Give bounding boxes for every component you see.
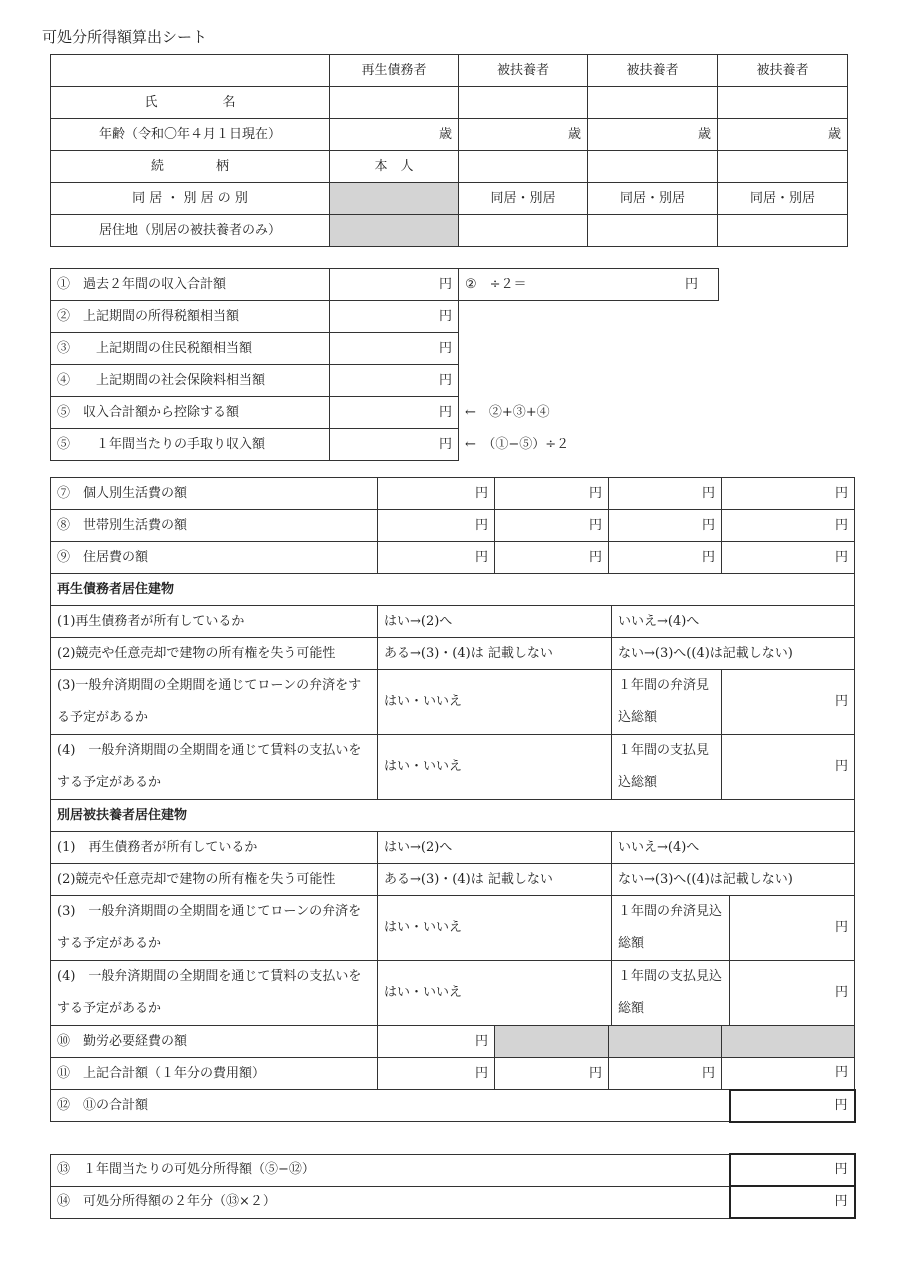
expense-7-dep1[interactable]: 円 bbox=[495, 478, 609, 510]
expense-12-label: ⑫ ⑪の合計額 bbox=[51, 1090, 730, 1122]
residence-field-dep1[interactable] bbox=[459, 215, 588, 247]
debtor-q3-choice[interactable]: はい・いいえ bbox=[378, 670, 612, 735]
debtor-q1-no[interactable]: いいえ→(4)へ bbox=[612, 606, 855, 638]
income-row-4-label: ④ 上記期間の社会保険料相当額 bbox=[51, 365, 330, 397]
income-note-6: ← （①−⑤）÷２ bbox=[465, 436, 570, 452]
expense-10-label: ⑩ 勤労必要経費の額 bbox=[51, 1026, 378, 1058]
debtor-q4-label: (4) 一般弁済期間の全期間を通じて賃料の支払いをする予定があるか bbox=[51, 735, 378, 800]
income-row-5-field[interactable]: 円 bbox=[330, 397, 459, 429]
final-14-label: ⑭ 可処分所得額の２年分（⑬×２） bbox=[51, 1186, 730, 1218]
dependent-q2-yes[interactable]: ある→(3)・(4)は 記載しない bbox=[378, 864, 612, 896]
debtor-q2-yes[interactable]: ある→(3)・(4)は 記載しない bbox=[378, 638, 612, 670]
dependent-q1-no[interactable]: いいえ→(4)へ bbox=[612, 832, 855, 864]
dependent-q4-label: (4) 一般弁済期間の全期間を通じて賃料の支払いをする予定があるか bbox=[51, 961, 378, 1026]
name-field-dep1[interactable] bbox=[459, 87, 588, 119]
relation-label: 続 柄 bbox=[51, 151, 330, 183]
income-row-3-label: ③ 上記期間の住民税額相当額 bbox=[51, 333, 330, 365]
relation-field-dep2[interactable] bbox=[588, 151, 718, 183]
half-income-unit: 円 bbox=[684, 276, 698, 292]
income-table bbox=[50, 268, 719, 461]
cohabit-choice-dep2[interactable]: 同居・別居 bbox=[588, 183, 718, 215]
expense-10-dep2-shaded bbox=[609, 1026, 722, 1058]
debtor-q4-sub: １年間の支払見込総額 bbox=[612, 735, 722, 800]
persons-table bbox=[50, 54, 848, 247]
income-row-6-field[interactable]: 円 bbox=[330, 429, 459, 461]
name-label: 氏 名 bbox=[51, 87, 330, 119]
debtor-q2-label: (2)競売や任意売却で建物の所有権を失う可能性 bbox=[51, 638, 378, 670]
dependent-q3-label: (3) 一般弁済期間の全期間を通じてローンの弁済をする予定があるか bbox=[51, 896, 378, 961]
age-label: 年齢（令和〇年４月１日現在） bbox=[51, 119, 330, 151]
final-13-label: ⑬ １年間当たりの可処分所得額（⑤−⑫） bbox=[51, 1154, 730, 1186]
expense-8-debtor[interactable]: 円 bbox=[378, 510, 495, 542]
half-income-box[interactable] bbox=[459, 269, 719, 301]
relation-field-dep1[interactable] bbox=[459, 151, 588, 183]
name-field-dep2[interactable] bbox=[588, 87, 718, 119]
cohabit-debtor-shaded bbox=[330, 183, 459, 215]
expense-7-dep3[interactable]: 円 bbox=[722, 478, 855, 510]
cohabit-choice-dep3[interactable]: 同居・別居 bbox=[718, 183, 848, 215]
dependent-q4-choice[interactable]: はい・いいえ bbox=[378, 961, 612, 1026]
income-row-1-field[interactable]: 円 bbox=[330, 269, 459, 301]
dependent-building-header: 別居被扶養者居住建物 bbox=[51, 800, 855, 832]
debtor-q1-yes[interactable]: はい→(2)へ bbox=[378, 606, 612, 638]
age-field-dep1[interactable]: 歳 bbox=[459, 119, 588, 151]
income-row-5-label: ⑤ 収入合計額から控除する額 bbox=[51, 397, 330, 429]
expense-11-dep3[interactable]: 円 bbox=[722, 1058, 855, 1090]
half-income-label: ② ÷２＝ bbox=[465, 276, 527, 292]
name-field-debtor[interactable] bbox=[330, 87, 459, 119]
income-note-5: ← ②+③+④ bbox=[465, 404, 550, 420]
page-title: 可処分所得額算出シート bbox=[42, 28, 208, 46]
debtor-q3-label: (3)一般弁済期間の全期間を通じてローンの弁済をする予定があるか bbox=[51, 670, 378, 735]
header-dependent-1: 被扶養者 bbox=[459, 55, 588, 87]
income-row-3-field[interactable]: 円 bbox=[330, 333, 459, 365]
debtor-q2-no[interactable]: ない→(3)へ((4)は記載しない) bbox=[612, 638, 855, 670]
dependent-q3-choice[interactable]: はい・いいえ bbox=[378, 896, 612, 961]
residence-debtor-shaded bbox=[330, 215, 459, 247]
expense-9-debtor[interactable]: 円 bbox=[378, 542, 495, 574]
age-field-debtor[interactable]: 歳 bbox=[330, 119, 459, 151]
expense-9-label: ⑨ 住居費の額 bbox=[51, 542, 378, 574]
expense-9-dep1[interactable]: 円 bbox=[495, 542, 609, 574]
expense-8-dep1[interactable]: 円 bbox=[495, 510, 609, 542]
debtor-building-header: 再生債務者居住建物 bbox=[51, 574, 855, 606]
income-row-4-field[interactable]: 円 bbox=[330, 365, 459, 397]
cohabit-label: 同 居 ・ 別 居 の 別 bbox=[51, 183, 330, 215]
header-dependent-3: 被扶養者 bbox=[718, 55, 848, 87]
expense-11-dep1[interactable]: 円 bbox=[495, 1058, 609, 1090]
header-debtor: 再生債務者 bbox=[330, 55, 459, 87]
relation-field-dep3[interactable] bbox=[718, 151, 848, 183]
name-field-dep3[interactable] bbox=[718, 87, 848, 119]
age-field-dep3[interactable]: 歳 bbox=[718, 119, 848, 151]
income-row-2-field[interactable]: 円 bbox=[330, 301, 459, 333]
residence-label: 居住地（別居の被扶養者のみ） bbox=[51, 215, 330, 247]
debtor-q4-choice[interactable]: はい・いいえ bbox=[378, 735, 612, 800]
debtor-q1-label: (1)再生債務者が所有しているか bbox=[51, 606, 378, 638]
expense-11-dep2[interactable]: 円 bbox=[609, 1058, 722, 1090]
final-13-amount[interactable]: 円 bbox=[730, 1154, 855, 1186]
expense-8-label: ⑧ 世帯別生活費の額 bbox=[51, 510, 378, 542]
residence-field-dep3[interactable] bbox=[718, 215, 848, 247]
expense-9-dep3[interactable]: 円 bbox=[722, 542, 855, 574]
relation-field-debtor: 本 人 bbox=[330, 151, 459, 183]
header-dependent-2: 被扶養者 bbox=[588, 55, 718, 87]
income-row-2-label: ② 上記期間の所得税額相当額 bbox=[51, 301, 330, 333]
cohabit-choice-dep1[interactable]: 同居・別居 bbox=[459, 183, 588, 215]
expense-8-dep3[interactable]: 円 bbox=[722, 510, 855, 542]
dependent-q4-amount[interactable]: 円 bbox=[730, 961, 855, 1026]
final-14-amount[interactable]: 円 bbox=[730, 1186, 855, 1218]
dependent-q2-label: (2)競売や任意売却で建物の所有権を失う可能性 bbox=[51, 864, 378, 896]
final-table bbox=[50, 1153, 856, 1219]
expense-12-total[interactable]: 円 bbox=[730, 1090, 855, 1122]
dependent-q3-sub: １年間の弁済見込総額 bbox=[612, 896, 730, 961]
debtor-q4-amount[interactable]: 円 bbox=[722, 735, 855, 800]
expense-11-label: ⑪ 上記合計額（１年分の費用額） bbox=[51, 1058, 378, 1090]
expense-10-dep3-shaded bbox=[722, 1026, 855, 1058]
residence-field-dep2[interactable] bbox=[588, 215, 718, 247]
expenses-table bbox=[50, 477, 856, 1123]
expense-7-debtor[interactable]: 円 bbox=[378, 478, 495, 510]
dependent-q3-amount[interactable]: 円 bbox=[730, 896, 855, 961]
income-row-6-label: ⑤ １年間当たりの手取り収入額 bbox=[51, 429, 330, 461]
debtor-q3-amount[interactable]: 円 bbox=[722, 670, 855, 735]
dependent-q1-label: (1) 再生債務者が所有しているか bbox=[51, 832, 378, 864]
age-field-dep2[interactable]: 歳 bbox=[588, 119, 718, 151]
dependent-q2-no[interactable]: ない→(3)へ((4)は記載しない) bbox=[612, 864, 855, 896]
expense-11-debtor[interactable]: 円 bbox=[378, 1058, 495, 1090]
expense-8-dep2[interactable]: 円 bbox=[609, 510, 722, 542]
expense-7-label: ⑦ 個人別生活費の額 bbox=[51, 478, 378, 510]
header-blank bbox=[51, 55, 330, 87]
debtor-q3-sub: １年間の弁済見込総額 bbox=[612, 670, 722, 735]
income-row-1-label: ① 過去２年間の収入合計額 bbox=[51, 269, 330, 301]
dependent-q4-sub: １年間の支払見込総額 bbox=[612, 961, 730, 1026]
expense-10-debtor[interactable]: 円 bbox=[378, 1026, 495, 1058]
expense-9-dep2[interactable]: 円 bbox=[609, 542, 722, 574]
expense-7-dep2[interactable]: 円 bbox=[609, 478, 722, 510]
dependent-q1-yes[interactable]: はい→(2)へ bbox=[378, 832, 612, 864]
expense-10-dep1-shaded bbox=[495, 1026, 609, 1058]
